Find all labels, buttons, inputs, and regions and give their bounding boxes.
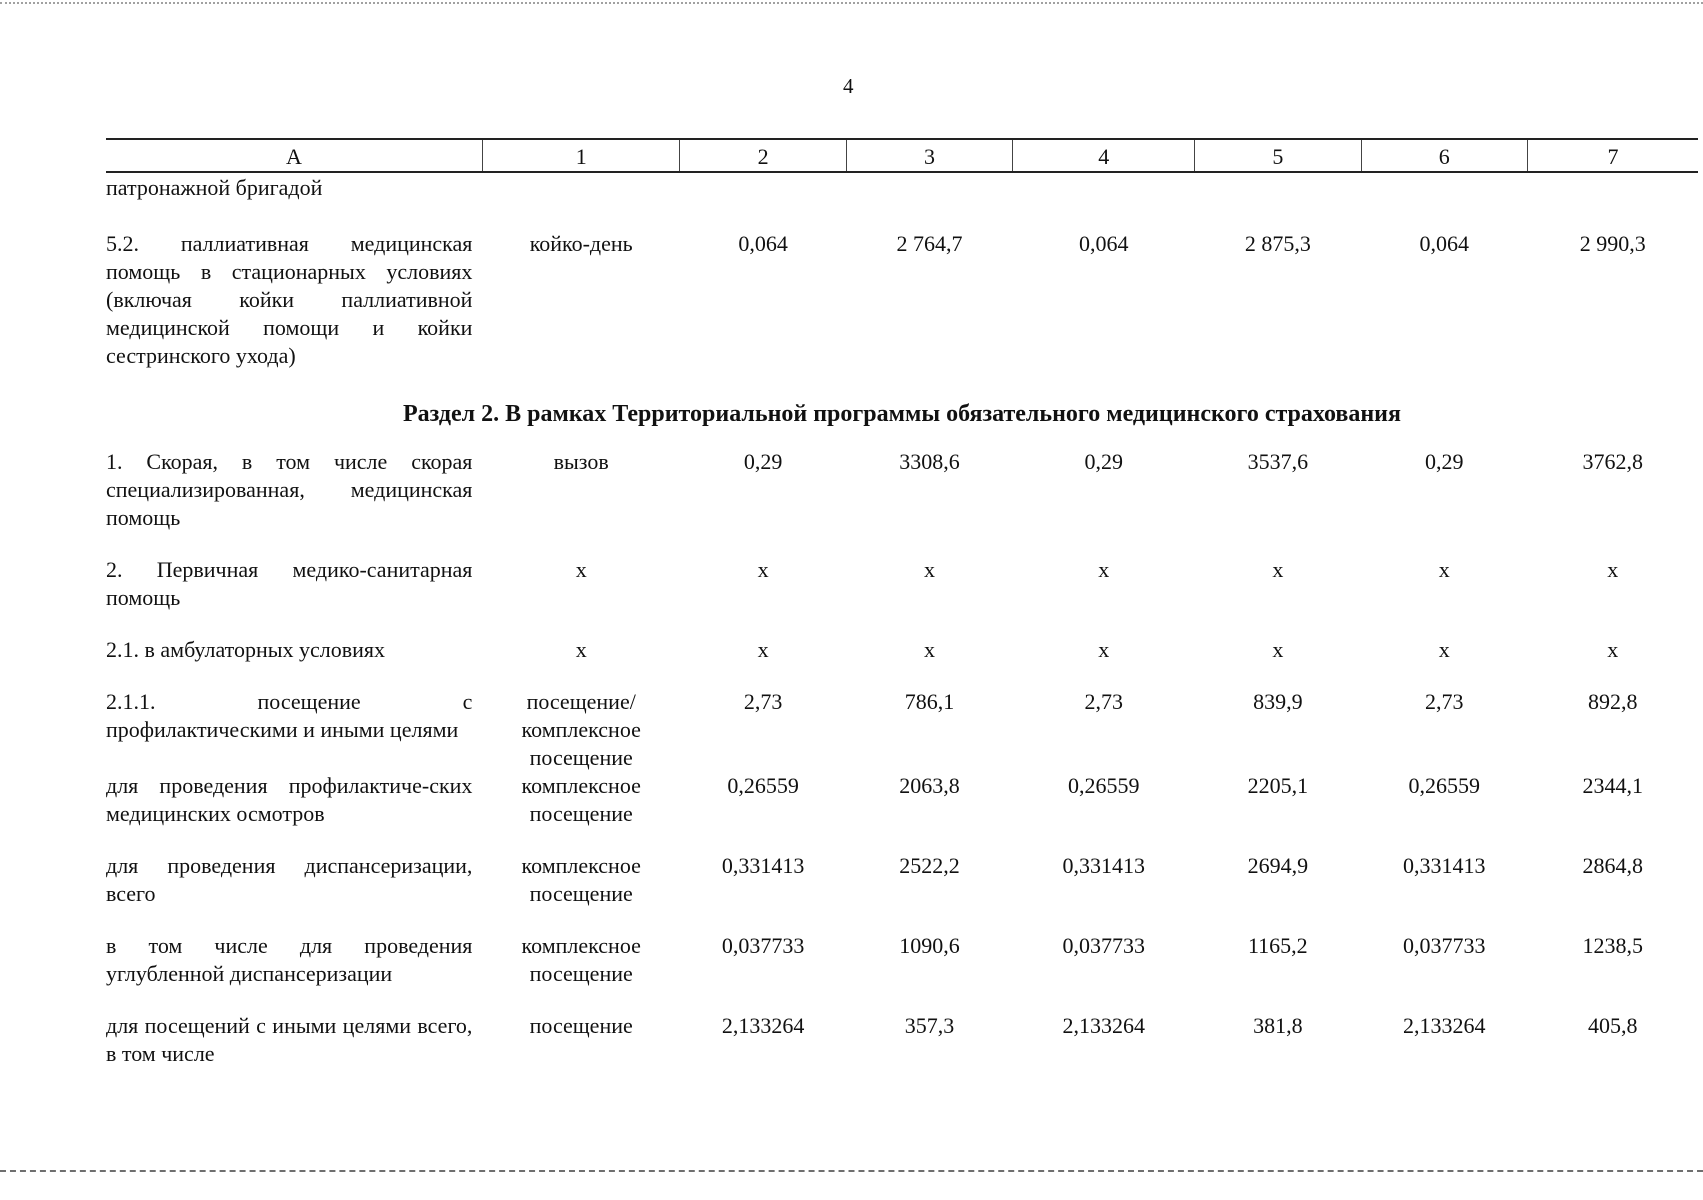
row-unit: посещение/ комплексное посещение xyxy=(521,689,641,770)
row-value-col4: 0,331413 xyxy=(1062,853,1145,878)
row-value-col6: 0,037733 xyxy=(1402,933,1486,958)
row-value-col6: 2,133264 xyxy=(1402,1013,1486,1038)
row-value-col2: 0,331413 xyxy=(721,853,805,878)
row-unit: комплексное посещение xyxy=(521,933,641,986)
row-unit: койко-день xyxy=(529,231,633,256)
row-value-col3: 2063,8 xyxy=(899,773,960,798)
row-name: для проведения профилактиче-ских медицинских осмотров xyxy=(106,773,473,826)
section-title: Раздел 2. В рамках Территориальной программы обязательного медицинского страхования xyxy=(402,401,1401,427)
row-value-col3: 3308,6 xyxy=(899,449,960,474)
table-row xyxy=(106,932,1698,1012)
row-name: патронажной бригадой xyxy=(106,175,323,200)
row-value-col4: х xyxy=(1098,557,1110,582)
header-cell: А xyxy=(106,139,482,172)
row-value-col5: 2 875,3 xyxy=(1244,231,1311,256)
row-value-col5: 1165,2 xyxy=(1248,933,1308,958)
table-body xyxy=(106,172,1698,1092)
row-name: 2. Первичная медико-санитарная помощь xyxy=(106,557,473,610)
table-row xyxy=(106,448,1698,556)
row-name: 1. Скорая, в том числе скорая специализированная, медицинская помощь xyxy=(106,449,473,530)
row-unit: комплексное посещение xyxy=(521,853,641,906)
row-value-col3: 357,3 xyxy=(904,1013,955,1038)
row-value-col5: 839,9 xyxy=(1253,689,1303,714)
row-value-col4: 0,064 xyxy=(1078,231,1129,256)
scan-edge-top xyxy=(0,2,1703,4)
row-value-col4: 0,29 xyxy=(1084,449,1123,474)
row-value-col3: х xyxy=(924,637,936,662)
row-value-col7: 892,8 xyxy=(1587,689,1638,714)
row-value-col6: х xyxy=(1438,557,1450,582)
row-value-col3: х xyxy=(924,557,936,582)
row-value-col2: 0,26559 xyxy=(727,773,799,798)
row-value-col2: 2,133264 xyxy=(721,1013,805,1038)
row-unit: вызов xyxy=(553,449,609,474)
row-value-col3: 786,1 xyxy=(904,689,955,714)
row-value-col4: 0,037733 xyxy=(1062,933,1145,958)
row-value-col5: х xyxy=(1272,557,1284,582)
row-value-col3: 2 764,7 xyxy=(896,231,963,256)
row-name: для проведения диспансеризации, всего xyxy=(106,853,473,906)
row-name: 2.1. в амбулаторных условиях xyxy=(106,637,386,662)
row-value-col2: 0,29 xyxy=(743,449,783,474)
row-value-col7: 1238,5 xyxy=(1582,933,1643,958)
row-value-col4: 2,73 xyxy=(1084,689,1123,714)
row-value-col6: х xyxy=(1438,637,1450,662)
row-value-col6: 2,73 xyxy=(1424,689,1464,714)
row-value-col4: 2,133264 xyxy=(1062,1013,1145,1038)
table-row xyxy=(106,230,1698,394)
row-value-col7: 405,8 xyxy=(1587,1013,1638,1038)
row-value-col5: 2694,9 xyxy=(1247,853,1309,878)
table-row xyxy=(106,1012,1698,1092)
row-value-col7: х xyxy=(1607,637,1619,662)
row-unit: комплексное посещение xyxy=(521,773,641,826)
row-unit: посещение xyxy=(529,1013,633,1038)
table-row xyxy=(106,556,1698,636)
header-cell: 7 xyxy=(1527,139,1698,172)
row-unit: х xyxy=(575,637,587,662)
row-value-col2: х xyxy=(757,637,769,662)
row-value-col7: х xyxy=(1607,557,1619,582)
row-value-col3: 2522,2 xyxy=(899,853,960,878)
header-cell: 3 xyxy=(846,139,1012,172)
row-value-col7: 2 990,3 xyxy=(1579,231,1646,256)
row-name: в том числе для проведения углубленной диспансеризации xyxy=(106,933,473,986)
header-cell: 4 xyxy=(1013,139,1195,172)
row-value-col4: 0,26559 xyxy=(1067,773,1140,798)
row-unit: х xyxy=(575,557,587,582)
row-value-col6: 0,29 xyxy=(1424,449,1464,474)
row-value-col5: 381,8 xyxy=(1253,1013,1303,1038)
continuation-row xyxy=(106,172,1698,230)
table-row xyxy=(106,852,1698,932)
row-value-col2: 0,064 xyxy=(738,231,788,256)
row-value-col5: х xyxy=(1272,637,1284,662)
table-header-row xyxy=(106,139,1698,172)
row-value-col4: х xyxy=(1098,637,1110,662)
table-row xyxy=(106,772,1698,852)
header-cell: 6 xyxy=(1361,139,1527,172)
table-row xyxy=(106,688,1698,772)
row-value-col2: х xyxy=(757,557,769,582)
row-value-col2: 2,73 xyxy=(743,689,783,714)
header-cell: 1 xyxy=(482,139,680,172)
row-value-col7: 2864,8 xyxy=(1582,853,1643,878)
row-name: для посещений с иными целями всего, в том числе xyxy=(106,1013,473,1066)
row-name: 2.1.1. посещение с профилактическими и иными целями xyxy=(106,689,473,742)
scan-edge-bottom xyxy=(0,1170,1703,1172)
row-value-col2: 0,037733 xyxy=(721,933,805,958)
row-value-col6: 0,26559 xyxy=(1408,773,1480,798)
row-value-col7: 3762,8 xyxy=(1582,449,1643,474)
row-value-col3: 1090,6 xyxy=(899,933,960,958)
row-value-col6: 0,064 xyxy=(1419,231,1469,256)
indicators-table xyxy=(106,138,1698,1092)
row-value-col6: 0,331413 xyxy=(1402,853,1486,878)
header-cell: 5 xyxy=(1195,139,1361,172)
row-value-col7: 2344,1 xyxy=(1582,773,1643,798)
row-name: 5.2. паллиативная медицинская помощь в стационарных условиях (включая койки паллиативной медицинской помощи и койки сестринского ухода) xyxy=(106,231,473,368)
table-row xyxy=(106,636,1698,688)
row-value-col5: 2205,1 xyxy=(1247,773,1309,798)
header-cell: 2 xyxy=(680,139,846,172)
row-value-col5: 3537,6 xyxy=(1247,449,1309,474)
page-number: 4 xyxy=(843,74,854,98)
section-row xyxy=(106,394,1698,448)
